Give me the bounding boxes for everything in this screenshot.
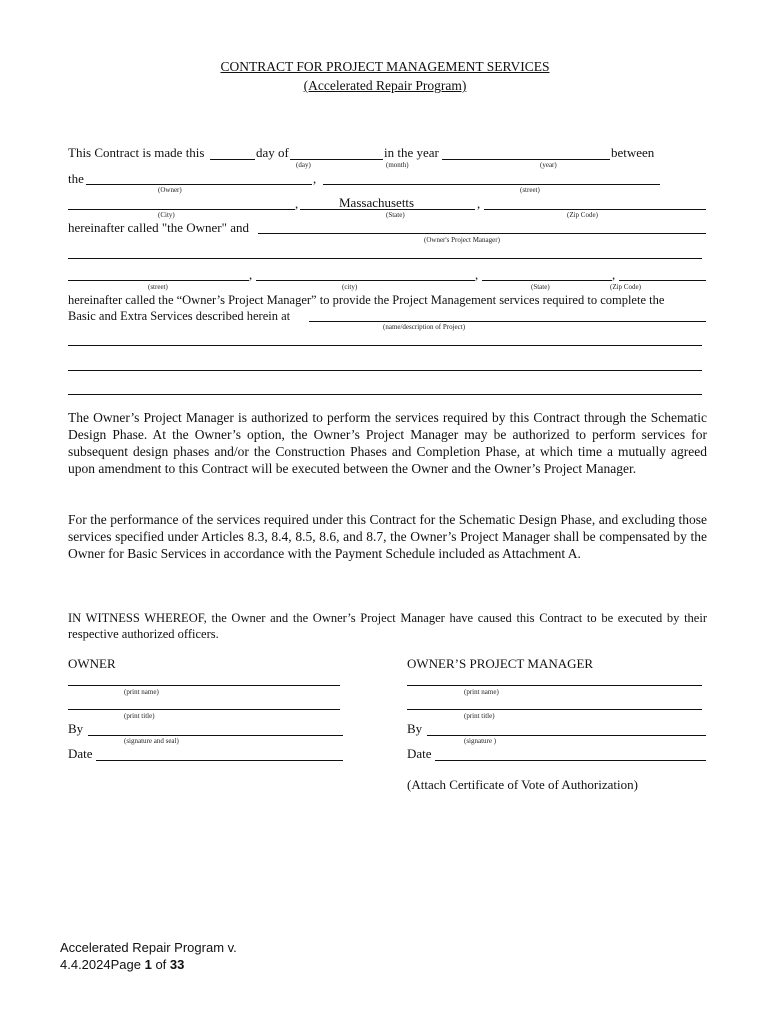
witness-paragraph: IN WITNESS WHEREOF, the Owner and the Owner’s Project Manager have caused this Contract to be executed by their respective authorized officers.	[68, 611, 707, 641]
owner-city-field[interactable]	[68, 209, 295, 210]
owner-signature-field[interactable]	[88, 735, 343, 736]
year-caption: (year)	[540, 161, 557, 169]
city-caption-2: (city)	[342, 283, 358, 291]
compensation-paragraph: For the performance of the services required under this Contract for the Schematic Design Phase, and excluding those services specified under Articles 8.3, 8.4, 8.5, 8.6, and 8.7, the Owner’s Project Manager shall be compensated by the Owner for Basic Services in accordance with the Payment Schedule included as Attachment A.	[68, 512, 707, 561]
between-label: between	[611, 145, 655, 160]
opm-date-field[interactable]	[435, 760, 706, 761]
footer-program: Accelerated Repair Program v.	[60, 940, 237, 955]
opm-print-title-caption: (print title)	[464, 712, 495, 720]
zip-caption: (Zip Code)	[567, 211, 598, 219]
opm-signature-caption: (signature )	[464, 737, 497, 745]
comma: ,	[612, 267, 616, 282]
comma: ,	[313, 171, 317, 186]
document-subtitle: (Accelerated Repair Program)	[303, 78, 467, 93]
opm-print-name-caption: (print name)	[464, 688, 499, 696]
owner-print-name-field[interactable]	[68, 685, 340, 686]
day-of-label: day of	[256, 145, 289, 160]
comma: ,	[249, 267, 253, 282]
footer-page-current: 1	[144, 957, 152, 972]
opm-date-label: Date	[407, 746, 432, 761]
city-caption: (City)	[158, 211, 175, 219]
opm-description-line-1: hereinafter called the “Owner’s Project Manager” to provide the Project Management services required to complete the	[68, 293, 665, 307]
footer-version: 4.4.2024	[60, 957, 111, 972]
owner-print-title-caption: (print title)	[124, 712, 155, 720]
month-caption: (month)	[386, 161, 409, 169]
project-caption: (name/description of Project)	[383, 323, 466, 331]
opm-street-field[interactable]	[68, 280, 249, 281]
zip-caption-2: (Zip Code)	[610, 283, 641, 291]
in-the-year-label: in the year	[384, 145, 439, 160]
footer-page-info	[60, 956, 184, 973]
owner-date-field[interactable]	[96, 760, 343, 761]
owner-print-title-field[interactable]	[68, 709, 340, 710]
day-caption: (day)	[296, 161, 311, 169]
opm-state-field[interactable]	[482, 280, 612, 281]
opm-name-field[interactable]	[258, 233, 706, 234]
owner-print-name-caption: (print name)	[124, 688, 159, 696]
opm-signature-field[interactable]	[427, 735, 706, 736]
street-caption: (street)	[520, 186, 540, 194]
opm-name-field-2[interactable]	[68, 258, 702, 259]
state-caption-2: (State)	[531, 283, 550, 291]
owner-name-field[interactable]	[86, 184, 312, 185]
footer-page-label: Page	[110, 957, 145, 972]
owner-heading: OWNER	[68, 656, 116, 671]
project-field[interactable]	[309, 321, 706, 322]
footer-of-label: of	[151, 957, 170, 972]
opm-print-title-field[interactable]	[407, 709, 702, 710]
owner-street-field[interactable]	[323, 184, 660, 185]
project-field-3[interactable]	[68, 370, 702, 371]
attach-certificate-note: (Attach Certificate of Vote of Authorization)	[407, 777, 638, 792]
made-this-label: This Contract is made this	[68, 145, 205, 160]
month-field[interactable]	[290, 159, 383, 160]
opm-city-field[interactable]	[256, 280, 475, 281]
authorization-paragraph: The Owner’s Project Manager is authorized to perform the services required by this Contract through the Schematic Design Phase. At the Owner’s option, the Owner’s Project Manager may be authorized to perform services for subsequent design phases and/or the Construction Phases and Completion Phase, at which time a mutually agreed upon amendment to this Contract will be executed between the Owner and the Owner’s Project Manager.	[68, 410, 707, 476]
owner-date-label: Date	[68, 746, 93, 761]
owner-by-label: By	[68, 721, 84, 736]
owner-caption: (Owner)	[158, 186, 182, 194]
owner-signature-caption: (signature and seal)	[124, 737, 179, 745]
opm-description-line-2: Basic and Extra Services described herein at	[68, 309, 291, 323]
year-field[interactable]	[442, 159, 610, 160]
comma: ,	[475, 267, 479, 282]
opm-zip-field[interactable]	[619, 280, 706, 281]
opm-heading: OWNER’S PROJECT MANAGER	[407, 656, 594, 671]
comma: ,	[477, 196, 481, 211]
owner-zip-field[interactable]	[484, 209, 706, 210]
project-field-2[interactable]	[68, 345, 702, 346]
day-field[interactable]	[210, 159, 255, 160]
state-caption: (State)	[386, 211, 405, 219]
state-value: Massachusetts	[339, 195, 415, 210]
opm-caption: (Owner's Project Manager)	[424, 236, 500, 244]
comma: ,	[295, 196, 299, 211]
opm-by-label: By	[407, 721, 423, 736]
hereinafter-owner-label: hereinafter called "the Owner" and	[68, 220, 249, 235]
project-field-4[interactable]	[68, 394, 702, 395]
opm-print-name-field[interactable]	[407, 685, 702, 686]
the-label: the	[68, 171, 84, 186]
street-caption-2: (street)	[148, 283, 168, 291]
footer-page-total: 33	[169, 957, 185, 972]
document-title: CONTRACT FOR PROJECT MANAGEMENT SERVICES	[220, 59, 550, 74]
